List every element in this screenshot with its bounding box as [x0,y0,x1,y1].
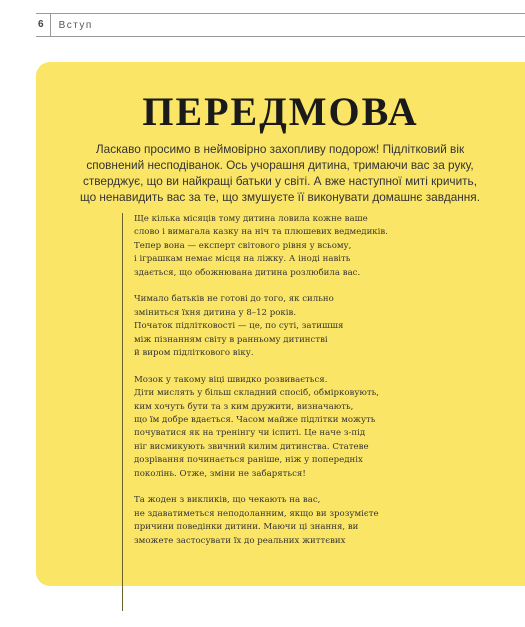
quote-line: ким хочуть бути та з ким дружити, визначають, [134,401,354,412]
quote-line: слово і вимагала казку на ніч та плюшевих ведмедиків. [134,227,388,238]
quote-line: між пізнанням світу в ранньому дитинстві [134,334,328,345]
quote-line: дозрівання починається раніше, ніж у попередніх [134,455,363,466]
quote-line: Мозок у такому віці швидко розвивається. [134,374,328,385]
quote-line: Початок підлітковості — це, по суті, затишшя [134,321,344,332]
quote-paragraph [134,293,412,360]
preface-panel [36,62,525,586]
intro-line: сповнений несподіванок. Ось учорашня дитина, тримаючи вас за руку, [86,158,474,172]
quote-line: поколінь. Отже, зміни не забаряться! [134,468,306,479]
intro-line: Ласкаво просимо в неймовірно захопливу подорож! Підлітковий вік [95,142,465,156]
running-header [36,13,525,37]
quote-line: що їм добре вдається. Часом майже підлітки можуть [134,415,376,426]
page-title: ПЕРЕДМОВА [142,89,419,134]
quote-paragraph [134,213,412,280]
intro-line: стверджує, що ви найкращі батьки у світі. А вже наступної миті кричить, [83,174,477,188]
quote-line: Та жоден з викликів, що чекають на вас, [134,495,321,506]
quote-line: зможете застосувати їх до реальних життєвих [134,535,346,546]
quote-line: Діти мислять у більш складний спосіб, обмірковують, [134,388,380,399]
quote-line: не здаватиметься неподоланним, якщо ви зрозумієте [134,508,379,519]
quote-paragraph [134,374,412,481]
quote-paragraph [134,494,412,548]
quote-line: Чимало батьків не готові до того, як сильно [134,294,334,305]
intro-line: що ненавидить вас за те, що змушуєте її виконувати домашнє завдання. [80,190,480,204]
quote-line: причини поведінки дитини. Маючи ці знання, ви [134,522,359,533]
quote-line: і іграшкам немає місця на ліжку. А іноді навіть [134,254,351,265]
quote-block [122,213,412,611]
intro-text [56,141,504,205]
quote-line: Тепер вона — експерт світового рівня у всьому, [134,240,352,251]
quote-line: Ще кілька місяців тому дитина ловила кожне ваше [134,214,368,224]
quote-line: почуватися як на тренінгу чи іспиті. Це наче з-під [134,428,366,439]
quote-line: й виром підліткового віку. [134,348,254,359]
quote-line: ніг висмикують звичний килим дитинства. Статеве [134,441,369,452]
quote-line: зміниться їхня дитина у 8–12 років. [134,307,297,318]
quote-line: здається, що обожнювана дитина розлюбила вас. [134,267,361,278]
section-name: Вступ [58,19,93,31]
page-number: 6 [36,14,51,36]
